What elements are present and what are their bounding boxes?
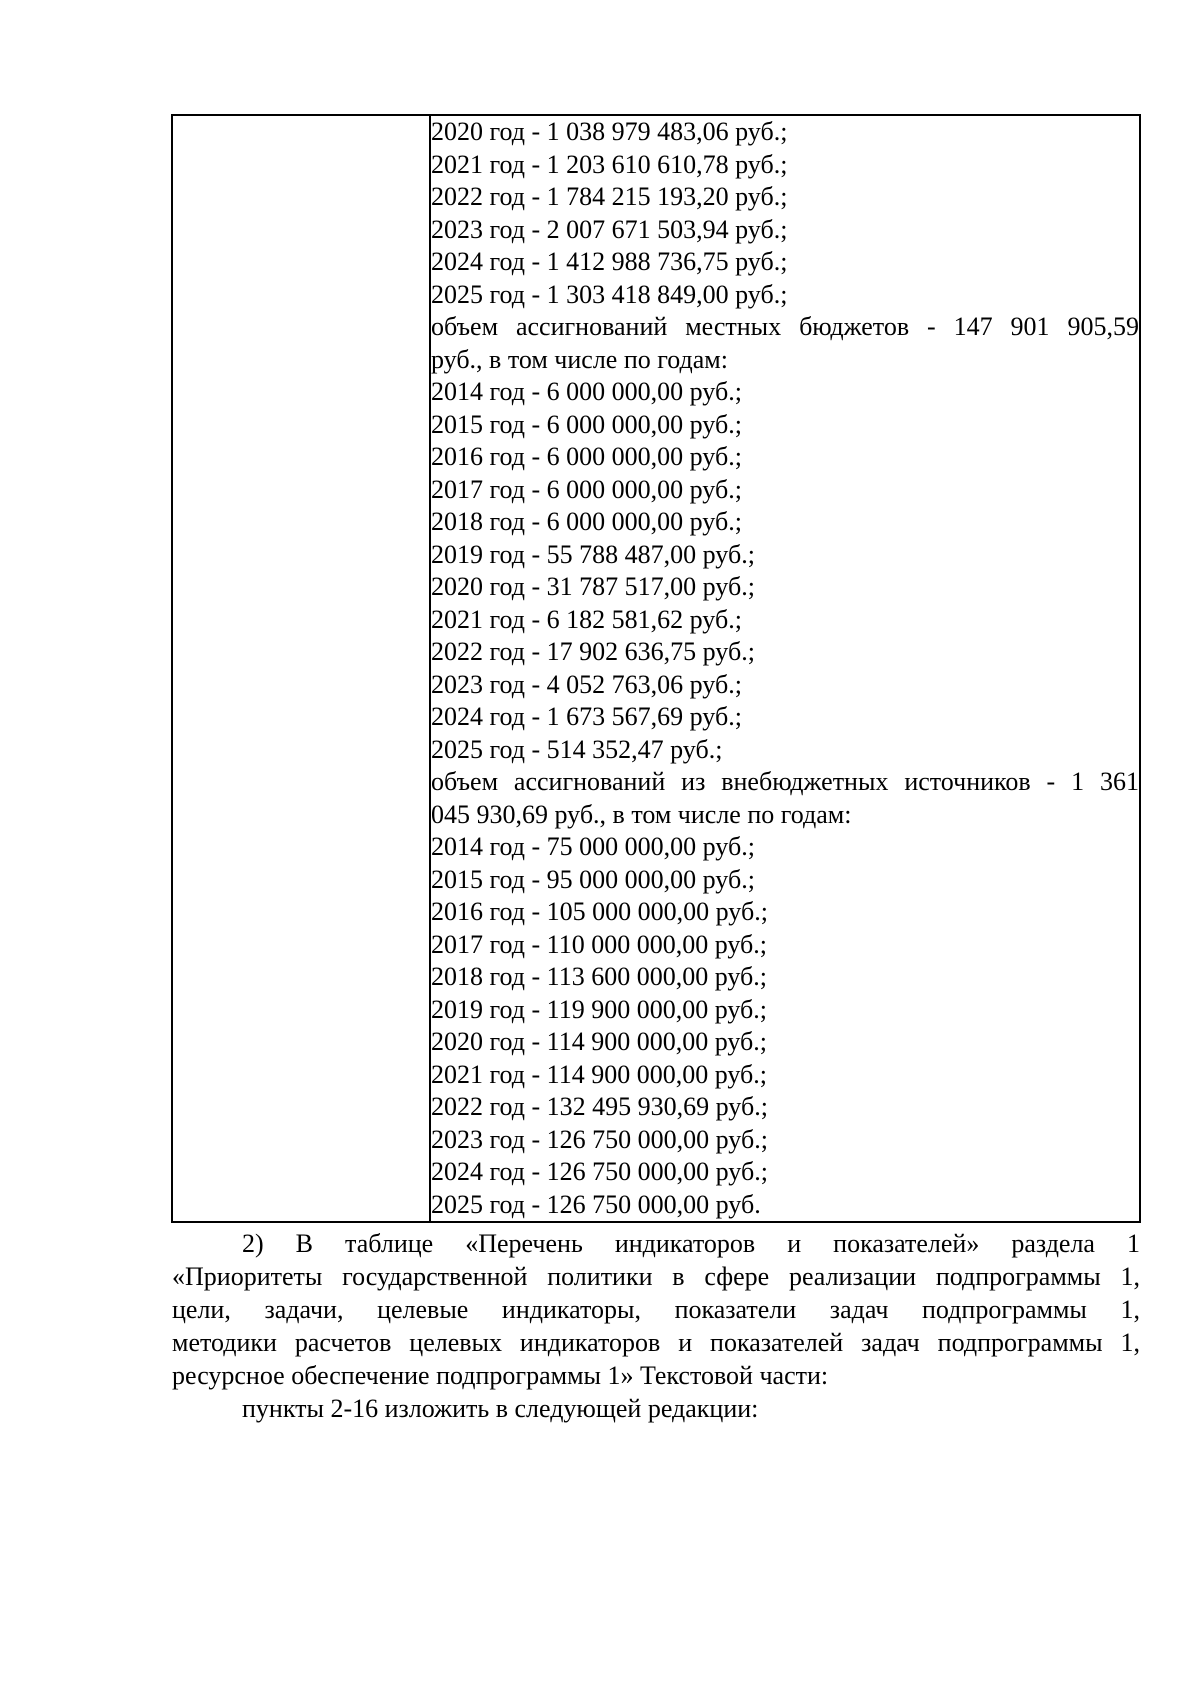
paragraph-line: цели, задачи, целевые индикаторы, показатели задач подпрограммы 1, <box>172 1295 1140 1324</box>
extrabudget-line-2020: 2020 год - 114 900 000,00 руб.; <box>431 1027 767 1056</box>
funding-line-2025: 2025 год - 1 303 418 849,00 руб.; <box>431 279 788 309</box>
paragraph-line: 2) В таблице «Перечень индикаторов и показателей» раздела 1 <box>242 1229 1140 1258</box>
table-left-cell <box>172 115 430 1222</box>
local-budget-heading: объем ассигнований местных бюджетов - 147 901 905,59 <box>431 312 1139 341</box>
funding-line-2022: 2022 год - 1 784 215 193,20 руб.; <box>431 182 788 211</box>
paragraph-line: «Приоритеты государственной политики в сфере реализации подпрограммы 1, <box>172 1262 1140 1291</box>
extrabudget-heading: объем ассигнований из внебюджетных источников - 1 361 <box>431 767 1139 796</box>
local-budget-heading-cont: руб., в том числе по годам: <box>431 344 728 374</box>
local-budget-line-2014: 2014 год - 6 000 000,00 руб.; <box>431 377 742 406</box>
local-budget-line-2015: 2015 год - 6 000 000,00 руб.; <box>431 409 742 439</box>
table-row <box>172 115 1140 1222</box>
extrabudget-line-2014: 2014 год - 75 000 000,00 руб.; <box>431 832 755 861</box>
extrabudget-line-2023: 2023 год - 126 750 000,00 руб.; <box>431 1124 768 1154</box>
extrabudget-line-2022: 2022 год - 132 495 930,69 руб.; <box>431 1092 768 1121</box>
local-budget-line-2021: 2021 год - 6 182 581,62 руб.; <box>431 604 742 634</box>
extrabudget-heading-cont: 045 930,69 руб., в том числе по годам: <box>431 799 852 829</box>
local-budget-line-2016: 2016 год - 6 000 000,00 руб.; <box>431 442 742 471</box>
extrabudget-line-2018: 2018 год - 113 600 000,00 руб.; <box>431 962 767 991</box>
table-right-cell <box>430 115 1140 1222</box>
extrabudget-line-2019: 2019 год - 119 900 000,00 руб.; <box>431 994 767 1024</box>
local-budget-line-2019: 2019 год - 55 788 487,00 руб.; <box>431 539 755 569</box>
funding-table <box>171 114 1141 1223</box>
local-budget-line-2025: 2025 год - 514 352,47 руб.; <box>431 734 723 764</box>
funding-line-2024: 2024 год - 1 412 988 736,75 руб.; <box>431 247 788 276</box>
extrabudget-line-2024: 2024 год - 126 750 000,00 руб.; <box>431 1157 768 1186</box>
extrabudget-line-2017: 2017 год - 110 000 000,00 руб.; <box>431 929 767 959</box>
extrabudget-line-2016: 2016 год - 105 000 000,00 руб.; <box>431 897 768 926</box>
extrabudget-line-2015: 2015 год - 95 000 000,00 руб.; <box>431 864 755 894</box>
paragraph-line: методики расчетов целевых индикаторов и показателей задач подпрограммы 1, <box>172 1328 1140 1357</box>
local-budget-line-2017: 2017 год - 6 000 000,00 руб.; <box>431 474 742 504</box>
local-budget-line-2020: 2020 год - 31 787 517,00 руб.; <box>431 572 755 601</box>
amendment-paragraph <box>172 1227 1140 1425</box>
funding-line-2023: 2023 год - 2 007 671 503,94 руб.; <box>431 214 788 244</box>
local-budget-line-2022: 2022 год - 17 902 636,75 руб.; <box>431 637 755 666</box>
local-budget-line-2023: 2023 год - 4 052 763,06 руб.; <box>431 669 742 699</box>
local-budget-line-2018: 2018 год - 6 000 000,00 руб.; <box>431 507 742 536</box>
funding-line-2020: 2020 год - 1 038 979 483,06 руб.; <box>431 117 788 146</box>
extrabudget-line-2021: 2021 год - 114 900 000,00 руб.; <box>431 1059 767 1089</box>
funding-line-2021: 2021 год - 1 203 610 610,78 руб.; <box>431 149 788 179</box>
paragraph-line: ресурсное обеспечение подпрограммы 1» Текстовой части: <box>172 1361 829 1390</box>
extrabudget-line-2025: 2025 год - 126 750 000,00 руб. <box>431 1189 761 1219</box>
instruction-line: пункты 2-16 изложить в следующей редакции: <box>242 1394 759 1423</box>
local-budget-line-2024: 2024 год - 1 673 567,69 руб.; <box>431 702 742 731</box>
